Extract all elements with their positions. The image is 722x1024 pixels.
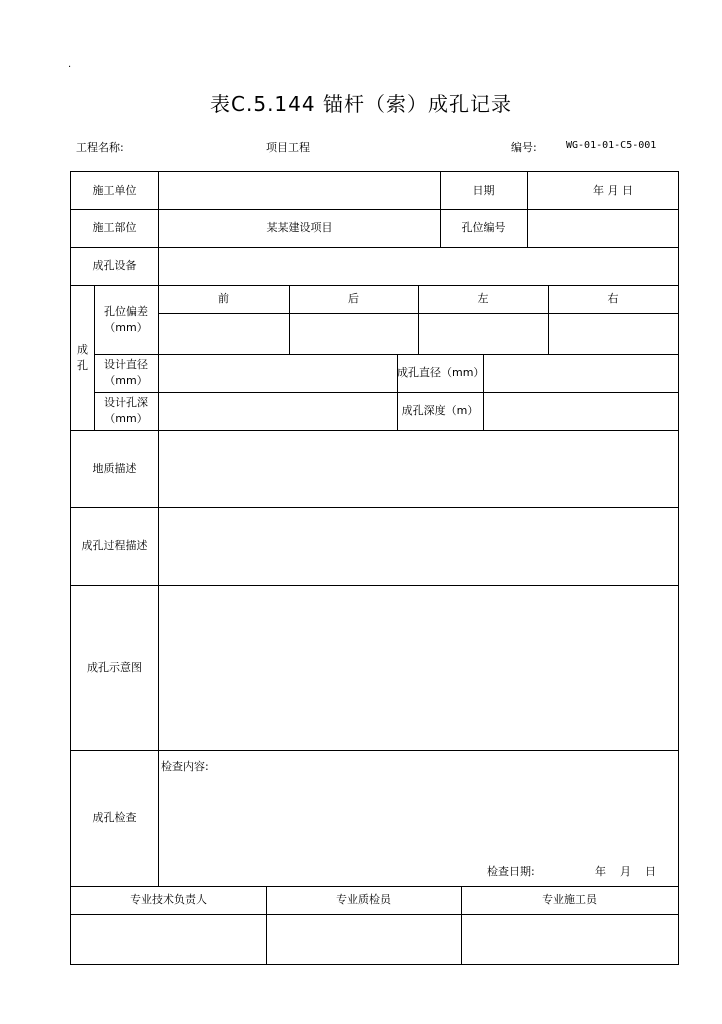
process-label: 成孔过程描述 [81,539,148,553]
deviation-left-field[interactable] [419,314,548,354]
design-depth-field[interactable] [159,392,397,430]
page-title: 表C.5.144 锚杆（索）成孔记录 [210,92,512,116]
process-field[interactable] [159,507,678,585]
tech-lead-signature[interactable] [71,915,266,964]
deviation-right-field[interactable] [549,314,678,354]
inspection-label: 成孔检查 [92,811,137,825]
hole-number-field[interactable] [528,209,678,247]
geology-label: 地质描述 [92,461,137,475]
project-name-value: 项目工程 [266,141,310,154]
deviation-front-field[interactable] [159,314,289,354]
date-label: 日期 [472,183,495,197]
inspection-content-label: 检查内容: [161,760,209,773]
hole-diameter-label: 成孔直径（mm） [397,366,485,380]
construction-part-label: 施工部位 [92,221,137,235]
geology-field[interactable] [159,430,678,507]
hole-diameter-field[interactable] [484,354,678,392]
construction-part-field[interactable]: 某某建设项目 [266,221,333,235]
tech-lead-label: 专业技术负责人 [130,893,207,907]
design-diameter-label: 设计直径 （mm） [104,358,148,387]
direction-front: 前 [218,292,229,306]
record-code-label: 编号: [511,141,537,154]
diagram-label: 成孔示意图 [87,660,142,674]
date-field[interactable]: 年 月 日 [593,183,633,197]
equipment-label: 成孔设备 [92,259,137,273]
quality-inspector-signature[interactable] [267,915,461,964]
hole-depth-label: 成孔深度（m） [401,404,479,418]
design-depth-label: 设计孔深 （mm） [104,396,148,425]
diagram-area[interactable] [159,585,678,750]
hole-depth-field[interactable] [484,392,678,430]
deviation-back-field[interactable] [290,314,418,354]
record-code-value: WG-01-01-C5-001 [566,140,657,151]
project-name-label: 工程名称: [76,141,124,154]
construction-unit-label: 施工单位 [92,183,137,197]
hole-number-label: 孔位编号 [461,221,506,235]
constructor-signature[interactable] [462,915,678,964]
design-diameter-field[interactable] [159,354,397,392]
corner-mark: · [68,62,72,73]
constructor-label: 专业施工员 [542,893,597,907]
inspection-date-value[interactable]: 年 月 日 [595,865,656,878]
direction-back: 后 [348,292,359,306]
direction-left: 左 [477,292,489,306]
hole-group-label: 成 孔 [77,342,88,372]
deviation-label: 孔位偏差 （mm） [104,304,148,334]
record-table [70,171,679,965]
direction-right: 右 [607,292,619,306]
construction-unit-field[interactable] [159,172,440,209]
quality-inspector-label: 专业质检员 [336,893,391,907]
inspection-date-label: 检查日期: [487,865,535,878]
equipment-field[interactable] [159,247,678,285]
